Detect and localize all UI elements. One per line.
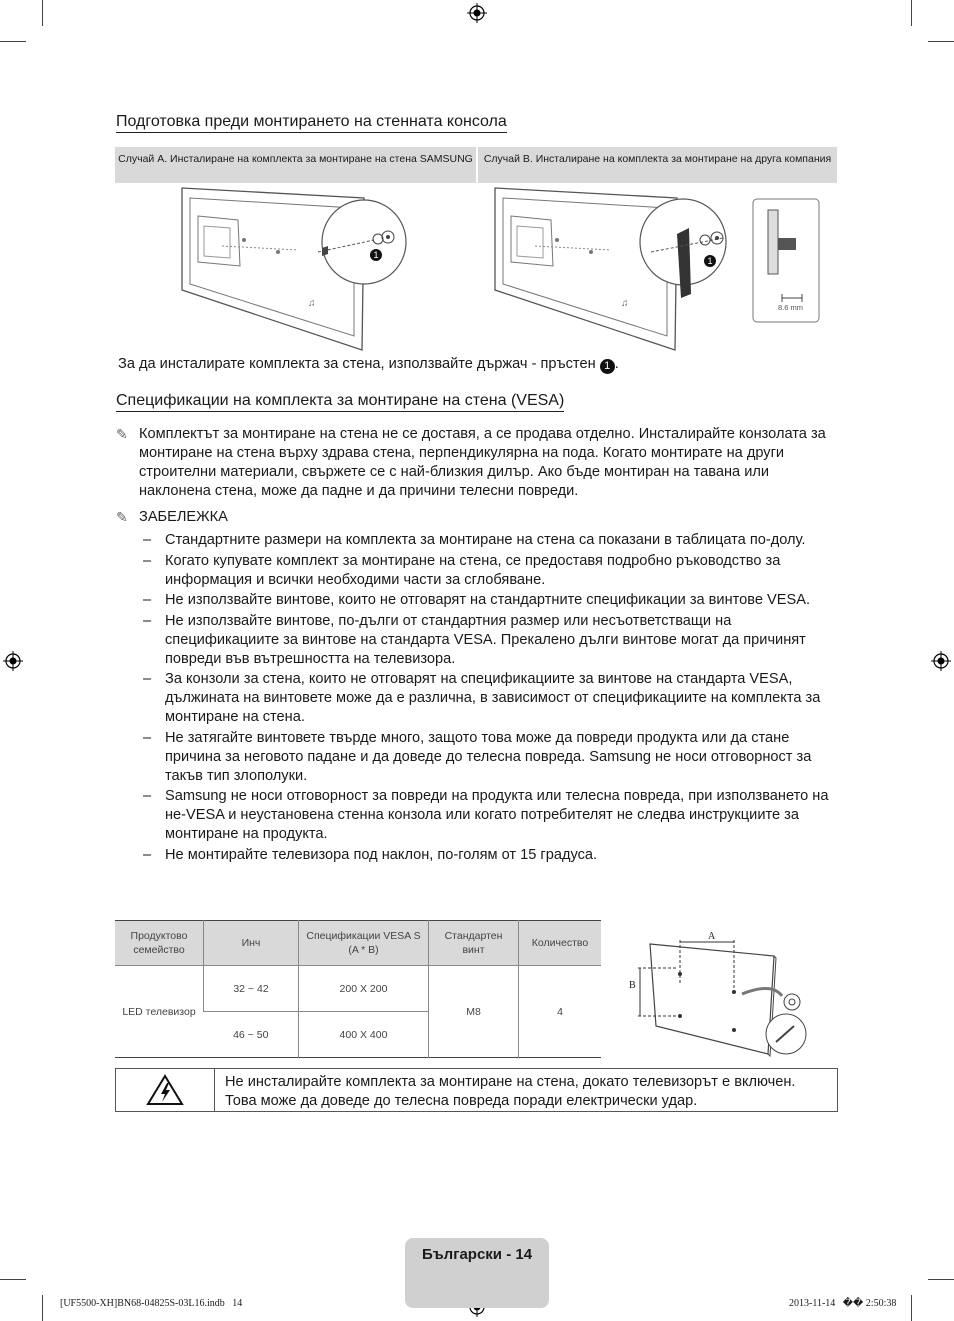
section-title-vesa: Спецификации на комплекта за монтиране на стена (VESA) <box>116 392 564 412</box>
note-pencil-icon: ✎ <box>116 426 128 442</box>
column-header: Спецификации VESA S (A * B) <box>299 921 429 966</box>
electric-shock-warning <box>115 1068 838 1112</box>
case-b-header: Случай B. Инсталиране на комплекта за монтиране на друга компания <box>478 147 837 183</box>
case-a-header: Случай A. Инсталиране на комплекта за монтиране на стена SAMSUNG <box>115 147 476 183</box>
registration-mark-icon <box>3 651 23 671</box>
vesa-spec-table <box>115 920 601 1058</box>
table-header-row <box>115 921 601 966</box>
crop-mark <box>911 1295 912 1321</box>
registration-mark-icon <box>467 3 487 23</box>
crop-mark <box>42 1295 43 1321</box>
dimension-label-a: A <box>708 931 716 942</box>
table-cell-family: LED телевизор <box>115 966 204 1058</box>
divider <box>214 1069 215 1111</box>
list-item: – За конзоли за стена, които не отговарят на спецификациите за винтове на стандарта VESA, дължината на винтовете може да е различна, в зависимост от спецификациите на комплекта за монтиране на стена. <box>143 671 821 725</box>
note-heading: ЗАБЕЛЕЖКА <box>139 509 228 525</box>
tv-back-case-a-illustration <box>178 186 414 352</box>
table-row <box>115 966 601 1012</box>
crop-mark <box>928 41 954 42</box>
warning-line-2: Това може да доведе до телесна повреда поради електрически удар. <box>225 1093 698 1109</box>
warning-triangle-icon <box>146 1074 184 1106</box>
wall-mount-note: Комплектът за монтиране на стена не се доставя, а се продава отделно. Инсталирайте конзолата за монтиране на стена върху здрава стена, перпендикулярна на пода. Когато монтирате на други строителни материали, свържете се с най-близкия дилър. Ако бъде монтиран на тавана или наклонена стена, може да падне и да причини телесни повреди. <box>139 426 826 499</box>
note-pencil-icon: ✎ <box>116 509 128 525</box>
callout-number-a: 1 <box>370 249 382 261</box>
svg-text:♫: ♫ <box>621 298 629 309</box>
crop-mark <box>928 1279 954 1280</box>
dimension-label-b: B <box>629 980 636 991</box>
table-cell-vesa: 400 X 400 <box>299 1012 429 1058</box>
table-cell-quantity: 4 <box>519 966 602 1058</box>
ring-holder-instruction <box>118 355 619 374</box>
column-header: Стандартен винт <box>429 921 519 966</box>
svg-text:♫: ♫ <box>308 298 316 309</box>
dimension-label: 8.6 mm <box>778 303 804 312</box>
list-item: – Не използвайте винтове, които не отговарят на стандартните спецификации за винтове VESA. <box>143 592 811 608</box>
list-item: – Не монтирайте телевизора под наклон, по-голям от 15 градуса. <box>143 846 598 863</box>
registration-mark-icon <box>931 651 951 671</box>
table-cell-inch: 32 ~ 42 <box>204 966 299 1012</box>
page-label: Български - 14 <box>421 1246 533 1263</box>
notes-list <box>143 531 843 866</box>
crop-mark <box>0 1279 26 1280</box>
print-file-info: [UF5500-XH]BN68-04825S-03L16.indb 14 <box>60 1298 243 1309</box>
print-timestamp: 2013-11-14 �� 2:50:38 <box>789 1298 897 1309</box>
instruction-text: За да инсталирате комплекта за стена, използвайте държач - пръстен <box>118 356 596 372</box>
vesa-dimension-diagram <box>622 922 817 1062</box>
crop-mark <box>911 0 912 26</box>
table-cell-inch: 46 ~ 50 <box>204 1012 299 1058</box>
column-header: Инч <box>204 921 299 966</box>
column-header: Продуктово семейство <box>115 921 204 966</box>
list-item: – Не затягайте винтовете твърде много, защото това може да повреди продукта или да стане причина за неговото падане и да доведе до телесна повреда. Samsung не носи отговорност за такъв тип злополуки. <box>143 729 812 784</box>
callout-number-inline: 1 <box>600 359 615 374</box>
tv-back-case-b-illustration <box>491 186 727 352</box>
list-item: – Не използвайте винтове, по-дълги от стандартния размер или несъответстващи на спецификациите за винтове на стандарта VESA. Прекалено дълги винтове могат да причинят повреди във вътрешността на телевизора. <box>143 612 806 667</box>
column-header: Количество <box>519 921 602 966</box>
section-title-preparation: Подготовка преди монтирането на стенната консола <box>116 113 507 133</box>
page-number-tab <box>405 1238 549 1308</box>
callout-number-b: 1 <box>704 255 716 267</box>
table-cell-screw: M8 <box>429 966 519 1058</box>
warning-line-1: Не инсталирайте комплекта за монтиране на стена, докато телевизорът е включен. <box>225 1074 796 1090</box>
list-item: – Стандартните размери на комплекта за монтиране на стена са показани в таблицата по-долу. <box>143 532 806 548</box>
table-cell-vesa: 200 X 200 <box>299 966 429 1012</box>
instruction-end: . <box>614 356 619 372</box>
list-item: – Samsung не носи отговорност за повреди на продукта или телесна повреда, при използването на не-VESA и неустановена стенна конзола или когато потребителят не следва инструкциите за монтиране на продукта. <box>143 788 829 842</box>
crop-mark <box>42 0 43 26</box>
list-item: – Когато купувате комплект за монтиране на стена, се предоставя подробно ръководство за информация и всички необходими части за сглобяване. <box>143 552 781 588</box>
crop-mark <box>0 41 26 42</box>
